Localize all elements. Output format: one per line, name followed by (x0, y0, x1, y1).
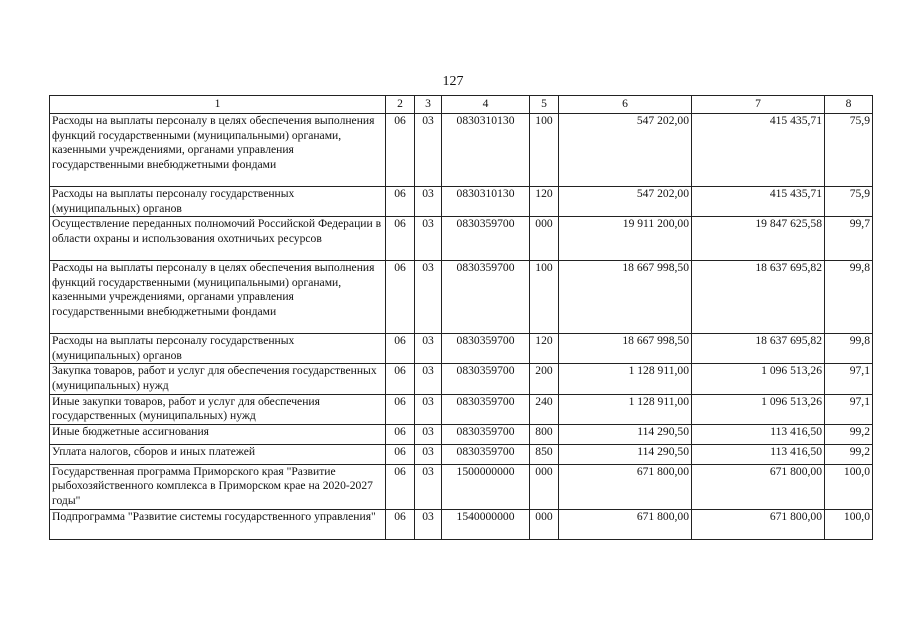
row-target-code: 0830359700 (442, 217, 530, 261)
row-target-code: 0830359700 (442, 444, 530, 464)
row-plan: 19 911 200,00 (559, 217, 692, 261)
column-header: 5 (530, 96, 559, 114)
row-section: 06 (386, 464, 415, 509)
table-row (50, 261, 873, 334)
row-plan: 1 128 911,00 (559, 364, 692, 394)
table-row (50, 464, 873, 509)
row-percent: 99,2 (825, 444, 873, 464)
row-target-code: 1500000000 (442, 464, 530, 509)
row-expense-type: 800 (530, 424, 559, 444)
row-actual: 18 637 695,82 (692, 261, 825, 334)
column-header: 8 (825, 96, 873, 114)
row-name: Государственная программа Приморского края "Развитие рыбохозяйственного комплекса в Приморском крае на 2020-2027 годы" (50, 464, 386, 509)
row-actual: 671 800,00 (692, 509, 825, 539)
row-percent: 99,7 (825, 217, 873, 261)
row-expense-type: 120 (530, 334, 559, 364)
row-name: Расходы на выплаты персоналу в целях обеспечения выполнения функций государственными (муниципальными) органами, казенными учреждениями, органами управления государственными внебюджетными фондами (50, 114, 386, 187)
row-percent: 99,8 (825, 334, 873, 364)
row-subsection: 03 (415, 364, 442, 394)
row-subsection: 03 (415, 217, 442, 261)
row-section: 06 (386, 424, 415, 444)
row-plan: 671 800,00 (559, 509, 692, 539)
row-subsection: 03 (415, 509, 442, 539)
row-percent: 99,8 (825, 261, 873, 334)
row-plan: 547 202,00 (559, 114, 692, 187)
row-expense-type: 120 (530, 187, 559, 217)
row-actual: 415 435,71 (692, 187, 825, 217)
row-subsection: 03 (415, 334, 442, 364)
row-plan: 114 290,50 (559, 444, 692, 464)
table-row (50, 444, 873, 464)
row-name: Расходы на выплаты персоналу государственных (муниципальных) органов (50, 334, 386, 364)
column-header: 1 (50, 96, 386, 114)
page-number: 127 (442, 74, 464, 89)
row-subsection: 03 (415, 424, 442, 444)
row-target-code: 0830359700 (442, 394, 530, 424)
row-target-code: 0830310130 (442, 114, 530, 187)
row-plan: 671 800,00 (559, 464, 692, 509)
row-plan: 1 128 911,00 (559, 394, 692, 424)
row-section: 06 (386, 444, 415, 464)
row-expense-type: 100 (530, 114, 559, 187)
row-name: Иные закупки товаров, работ и услуг для обеспечения государственных (муниципальных) нужд (50, 394, 386, 424)
row-expense-type: 850 (530, 444, 559, 464)
column-header: 2 (386, 96, 415, 114)
column-header: 7 (692, 96, 825, 114)
row-percent: 99,2 (825, 424, 873, 444)
row-actual: 415 435,71 (692, 114, 825, 187)
row-target-code: 0830359700 (442, 334, 530, 364)
row-subsection: 03 (415, 464, 442, 509)
row-actual: 19 847 625,58 (692, 217, 825, 261)
row-subsection: 03 (415, 444, 442, 464)
row-expense-type: 000 (530, 464, 559, 509)
table-row (50, 394, 873, 424)
row-section: 06 (386, 187, 415, 217)
row-name: Уплата налогов, сборов и иных платежей (50, 444, 386, 464)
row-expense-type: 200 (530, 364, 559, 394)
row-section: 06 (386, 217, 415, 261)
table-row (50, 334, 873, 364)
row-actual: 113 416,50 (692, 444, 825, 464)
table-row (50, 424, 873, 444)
row-section: 06 (386, 261, 415, 334)
row-plan: 18 667 998,50 (559, 261, 692, 334)
table-row (50, 509, 873, 539)
row-subsection: 03 (415, 187, 442, 217)
row-target-code: 1540000000 (442, 509, 530, 539)
row-percent: 100,0 (825, 464, 873, 509)
row-name: Расходы на выплаты персоналу государственных (муниципальных) органов (50, 187, 386, 217)
row-plan: 18 667 998,50 (559, 334, 692, 364)
row-actual: 18 637 695,82 (692, 334, 825, 364)
row-subsection: 03 (415, 114, 442, 187)
row-subsection: 03 (415, 261, 442, 334)
row-percent: 75,9 (825, 187, 873, 217)
row-percent: 100,0 (825, 509, 873, 539)
row-section: 06 (386, 334, 415, 364)
row-actual: 113 416,50 (692, 424, 825, 444)
row-plan: 114 290,50 (559, 424, 692, 444)
row-percent: 97,1 (825, 364, 873, 394)
row-target-code: 0830359700 (442, 261, 530, 334)
row-section: 06 (386, 509, 415, 539)
row-plan: 547 202,00 (559, 187, 692, 217)
row-expense-type: 240 (530, 394, 559, 424)
column-header: 4 (442, 96, 530, 114)
row-target-code: 0830359700 (442, 424, 530, 444)
row-target-code: 0830310130 (442, 187, 530, 217)
row-expense-type: 000 (530, 217, 559, 261)
row-name: Расходы на выплаты персоналу в целях обеспечения выполнения функций государственными (муниципальными) органами, казенными учреждениями, органами управления государственными внебюджетными фондами (50, 261, 386, 334)
row-actual: 671 800,00 (692, 464, 825, 509)
row-section: 06 (386, 114, 415, 187)
column-header: 6 (559, 96, 692, 114)
row-expense-type: 000 (530, 509, 559, 539)
table-row (50, 114, 873, 187)
row-percent: 75,9 (825, 114, 873, 187)
row-subsection: 03 (415, 394, 442, 424)
table-row (50, 364, 873, 394)
row-percent: 97,1 (825, 394, 873, 424)
row-actual: 1 096 513,26 (692, 394, 825, 424)
column-header: 3 (415, 96, 442, 114)
budget-table (49, 95, 873, 540)
row-target-code: 0830359700 (442, 364, 530, 394)
row-name: Закупка товаров, работ и услуг для обеспечения государственных (муниципальных) нужд (50, 364, 386, 394)
row-section: 06 (386, 394, 415, 424)
table-row (50, 217, 873, 261)
row-expense-type: 100 (530, 261, 559, 334)
row-name: Осуществление переданных полномочий Российской Федерации в области охраны и использования охотничьих ресурсов (50, 217, 386, 261)
row-section: 06 (386, 364, 415, 394)
row-actual: 1 096 513,26 (692, 364, 825, 394)
header-row (50, 96, 873, 114)
row-name: Иные бюджетные ассигнования (50, 424, 386, 444)
row-name: Подпрограмма "Развитие системы государственного управления" (50, 509, 386, 539)
table-row (50, 187, 873, 217)
